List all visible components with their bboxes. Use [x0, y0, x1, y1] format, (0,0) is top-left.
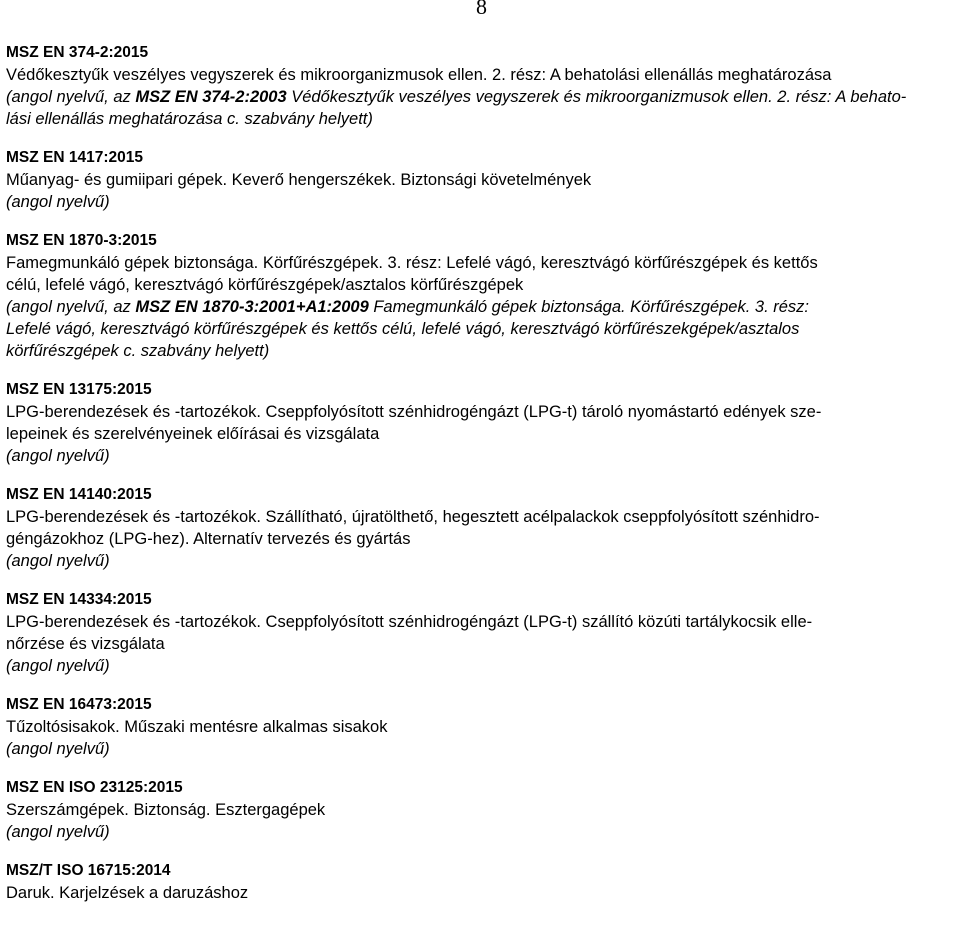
- language-note-continued: Lefelé vágó, keresztvágó körfűrészgépek és kettős célú, lefelé vágó, keresztvágó körfűrészekgépek/asztalos: [6, 320, 800, 338]
- standard-title: LPG-berendezések és -tartozékok. Szállítható, újratölthető, hegesztett acélpalackok cseppfolyósított szénhidro-: [6, 508, 820, 526]
- standard-entry: [6, 777, 956, 843]
- replaced-standard-code: MSZ EN 374-2:2003: [135, 88, 287, 106]
- standard-code: MSZ EN ISO 23125:2015: [6, 779, 183, 796]
- standard-title: LPG-berendezések és -tartozékok. Cseppfolyósított szénhidrogéngázt (LPG-t) tároló nyomástartó edények sze-: [6, 403, 822, 421]
- standard-code: MSZ EN 1417:2015: [6, 149, 143, 166]
- standard-title: Védőkesztyűk veszélyes vegyszerek és mikroorganizmusok ellen. 2. rész: A behatolási ellenállás meghatározása: [6, 66, 832, 84]
- page-number: 8: [476, 0, 487, 19]
- note-prefix: (angol nyelvű, az: [6, 88, 136, 106]
- standard-title: Famegmunkáló gépek biztonsága. Körfűrészgépek. 3. rész: Lefelé vágó, keresztvágó körfűrészgépek és kettős: [6, 254, 818, 272]
- standard-entry: [6, 147, 956, 213]
- language-note: (angol nyelvű): [6, 823, 110, 841]
- language-note: [6, 86, 956, 108]
- language-note: (angol nyelvű): [6, 193, 110, 211]
- standard-code: MSZ EN 13175:2015: [6, 381, 152, 398]
- standard-entry: [6, 484, 956, 572]
- standard-title: Műanyag- és gumiipari gépek. Keverő hengerszékek. Biztonsági követelmények: [6, 171, 592, 189]
- standard-code: MSZ EN 1870-3:2015: [6, 232, 157, 249]
- standard-title: Tűzoltósisakok. Műszaki mentésre alkalmas sisakok: [6, 718, 388, 736]
- note-text: Famegmunkáló gépek biztonsága. Körfűrészgépek. 3. rész:: [368, 298, 810, 316]
- standard-title-continued: nőrzése és vizsgálata: [6, 635, 165, 653]
- standard-code: MSZ EN 16473:2015: [6, 696, 152, 713]
- note-text: Védőkesztyűk veszélyes vegyszerek és mikroorganizmusok ellen. 2. rész: A behato-: [286, 88, 907, 106]
- language-note-continued: lási ellenállás meghatározása c. szabvány helyett): [6, 110, 373, 128]
- standard-title: Daruk. Karjelzések a daruzáshoz: [6, 884, 249, 902]
- standard-title-continued: lepeinek és szerelvényeinek előírásai és vizsgálata: [6, 425, 380, 443]
- standard-entry: [6, 230, 956, 362]
- standard-code: MSZ EN 14334:2015: [6, 591, 152, 608]
- standard-title-continued: célú, lefelé vágó, keresztvágó körfűrészgépek/asztalos körfűrészgépek: [6, 276, 524, 294]
- language-note: (angol nyelvű): [6, 552, 110, 570]
- standard-entry: [6, 694, 956, 760]
- standard-code: MSZ EN 14140:2015: [6, 486, 152, 503]
- standard-title-continued: géngázokhoz (LPG-hez). Alternatív tervezés és gyártás: [6, 530, 411, 548]
- language-note: (angol nyelvű): [6, 447, 110, 465]
- standard-entry: [6, 379, 956, 467]
- note-prefix: (angol nyelvű, az: [6, 298, 136, 316]
- standard-title: LPG-berendezések és -tartozékok. Cseppfolyósított szénhidrogéngázt (LPG-t) szállító közúti tartálykocsik elle-: [6, 613, 813, 631]
- standard-entry: [6, 860, 956, 904]
- language-note-continued: körfűrészgépek c. szabvány helyett): [6, 342, 270, 360]
- standard-code: MSZ EN 374-2:2015: [6, 44, 149, 61]
- replaced-standard-code: MSZ EN 1870-3:2001+A1:2009: [135, 298, 369, 316]
- standard-entry: [6, 589, 956, 677]
- standard-entry: [6, 42, 956, 130]
- language-note: (angol nyelvű): [6, 740, 110, 758]
- language-note: (angol nyelvű): [6, 657, 110, 675]
- standard-code: MSZ/T ISO 16715:2014: [6, 862, 171, 879]
- language-note: [6, 296, 956, 318]
- standards-list: [6, 42, 956, 921]
- standard-title: Szerszámgépek. Biztonság. Esztergagépek: [6, 801, 326, 819]
